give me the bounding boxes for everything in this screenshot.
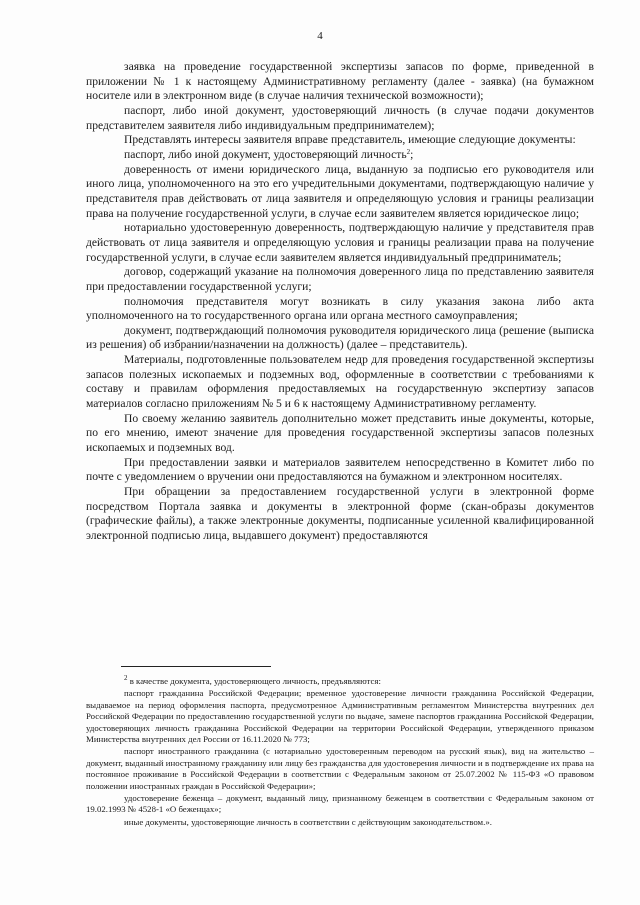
footnote-item: паспорт гражданина Российской Федерации; временное удостоверение личности гражданина Российской Федерации, выдаваемое на период оформления паспорта, предусмотренное Административным регламентом Министерства внутренних дел Российской Федерации по предоставлению государственной услуги по выдаче, замене паспортов гражданина Российской Федерации, удостоверяющих личность гражданина Российской Федерации на территории Российской Федерации, утвержденного приказом Министерства внутренних дел России от 16.11.2020 № 773; — [86, 688, 594, 745]
footnote-intro — [86, 676, 594, 687]
footnote-item: паспорт иностранного гражданина (с нотариально удостоверенным переводом на русский язык), вид на жительство – документ, выданный иностранному гражданину или лицу без гражданства для удостоверения личности и в подтверждение их права на постоянное проживание в Российской Федерации в соответствии с Федеральным законом от 25.07.2002 № 115-ФЗ «О правовом положении иностранных граждан в Российской Федерации»; — [86, 746, 594, 791]
footnote-reference: 2 — [406, 147, 411, 156]
paragraph-with-footnote — [86, 148, 594, 163]
paragraph: документ, подтверждающий полномочия руководителя юридического лица (решение (выписка из решения) об избрании/назначении на должность) (далее – представитель). — [86, 323, 594, 352]
page-number: 4 — [317, 30, 323, 42]
paragraph: заявка на проведение государственной экспертизы запасов по форме, приведенной в приложении № 1 к настоящему Административному регламенту (далее - заявка) (на бумажном носителе или в электронном виде (в случае наличия технической возможности); — [86, 60, 594, 103]
paragraph-suffix: ; — [410, 147, 414, 161]
footnote-intro-text: в качестве документа, удостоверяющего личность, предъявляются: — [129, 676, 381, 686]
paragraph: По своему желанию заявитель дополнительно может представить иные документы, которые, по его мнению, имеют значение для проведения государственной экспертизы запасов полезных ископаемых и подземных вод. — [86, 411, 594, 455]
paragraph: При предоставлении заявки и материалов заявителем непосредственно в Комитет либо по почте с уведомлением о вручении они предоставляются на бумажном и электронном носителях. — [86, 455, 594, 484]
footnote-separator — [121, 666, 271, 667]
paragraph: При обращении за предоставлением государственной услуги в электронной форме посредством Портала заявка и документы в электронной форме (скан-образы документов (графические файлы), а также электронные документы, подписанные усиленной квалифицированной электронной подписью лица, выдавшего документ) предоставляются — [86, 485, 594, 542]
footnotes — [86, 676, 594, 829]
footnote-item: иные документы, удостоверяющие личность в соответствии с действующим законодательством.». — [124, 816, 492, 827]
paragraph: нотариально удостоверенную доверенность, подтверждающую наличие у представителя прав действовать от лица заявителя и определяющую условия и границы реализации права на получение государственной услуги, в случае если заявителем является индивидуальный предприниматель; — [86, 221, 594, 264]
paragraph: Представлять интересы заявителя вправе представитель, имеющие следующие документы: — [124, 133, 576, 147]
footnote-item: удостоверение беженца – документ, выданный лицу, признанному беженцем в соответствии с Федеральным законом от 19.02.1993 № 4528-1 «О беженцах»; — [86, 793, 594, 815]
paragraph: паспорт, либо иной документ, удостоверяющий личность (в случае подачи документов представителем заявителя либо индивидуальным предпринимателем); — [86, 103, 594, 132]
footnote-marker: 2 — [124, 674, 128, 682]
paragraph: полномочия представителя могут возникать в силу указания закона либо акта уполномоченного на то государственного органа или органа местного самоуправления; — [86, 294, 594, 323]
paragraph: договор, содержащий указание на полномочия доверенного лица по представлению заявителя при предоставлении государственной услуги; — [86, 265, 594, 293]
main-text — [86, 60, 594, 544]
paragraph-text: паспорт, либо иной документ, удостоверяющий личность — [124, 147, 407, 161]
paragraph: доверенность от имени юридического лица, выданную за подписью его руководителя или иного лица, уполномоченного на это его учредительными документами, подтверждающую наличие у представителя прав действовать от лица заявителя и определяющую условия и границы реализации права на получение государственной услуги, в случае если заявителем является юридическое лицо; — [86, 162, 594, 220]
paragraph: Материалы, подготовленные пользователем недр для проведения государственной экспертизы запасов полезных ископаемых и подземных вод, оформленные в соответствии с требованиями к составу и правилам оформления предоставляемых на государственную экспертизу запасов материалов согласно приложениям № 5 и 6 к настоящему Административному регламенту. — [86, 353, 594, 411]
